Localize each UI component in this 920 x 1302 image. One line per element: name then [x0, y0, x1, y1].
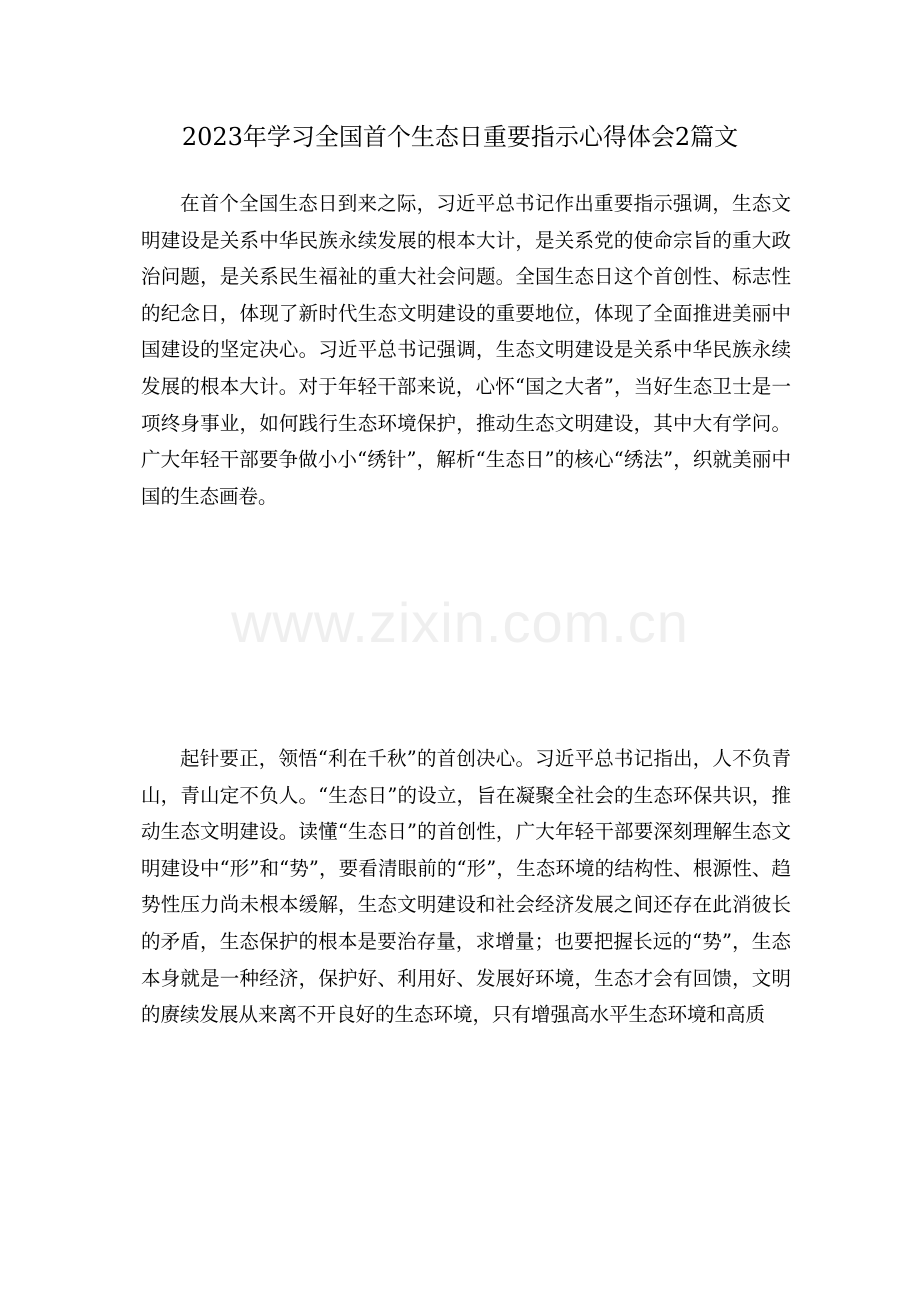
paragraph-2: 起针要正，领悟“利在千秋”的首创决心。习近平总书记指出，人不负青山，青山定不负人。“生态日”的设立，旨在凝聚全社会的生态环保共识，推动生态文明建设。读懂“生态日”的首创性，广大年轻干部要深刻理解生态文明建设中“形”和“势”，要看清眼前的“形”，生态环境的结构性、根源性、趋势性压力尚未根本缓解，生态文明建设和社会经济发展之间还存在此消彼长的矛盾，生态保护的根本是要治存量，求增量；也要把握长远的“势”，生态本身就是一种经济，保护好、利用好、发展好环境，生态才会有回馈，文明的赓续发展从来离不开良好的生态环境，只有增强高水平生态环境和高质: [141, 747, 791, 1027]
paragraph-1: 在首个全国生态日到来之际，习近平总书记作出重要指示强调，生态文明建设是关系中华民族永续发展的根本大计，是关系党的使命宗旨的重大政治问题，是关系民生福祉的重大社会问题。全国生态日这个首创性、标志性的纪念日，体现了新时代生态文明建设的重要地位，体现了全面推进美丽中国建设的坚定决心。习近平总书记强调，生态文明建设是关系中华民族永续发展的根本大计。对于年轻干部来说，心怀“国之大者”，当好生态卫士是一项终身事业，如何践行生态环境保护，推动生态文明建设，其中大有学问。广大年轻干部要争做小小“绣针”，解析“生态日”的核心“绣法”，织就美丽中国的生态画卷。: [141, 192, 791, 508]
document-title: 2023年学习全国首个生态日重要指示心得体会2篇文: [181, 123, 739, 151]
watermark: www.zixin.com.cn: [231, 591, 689, 654]
